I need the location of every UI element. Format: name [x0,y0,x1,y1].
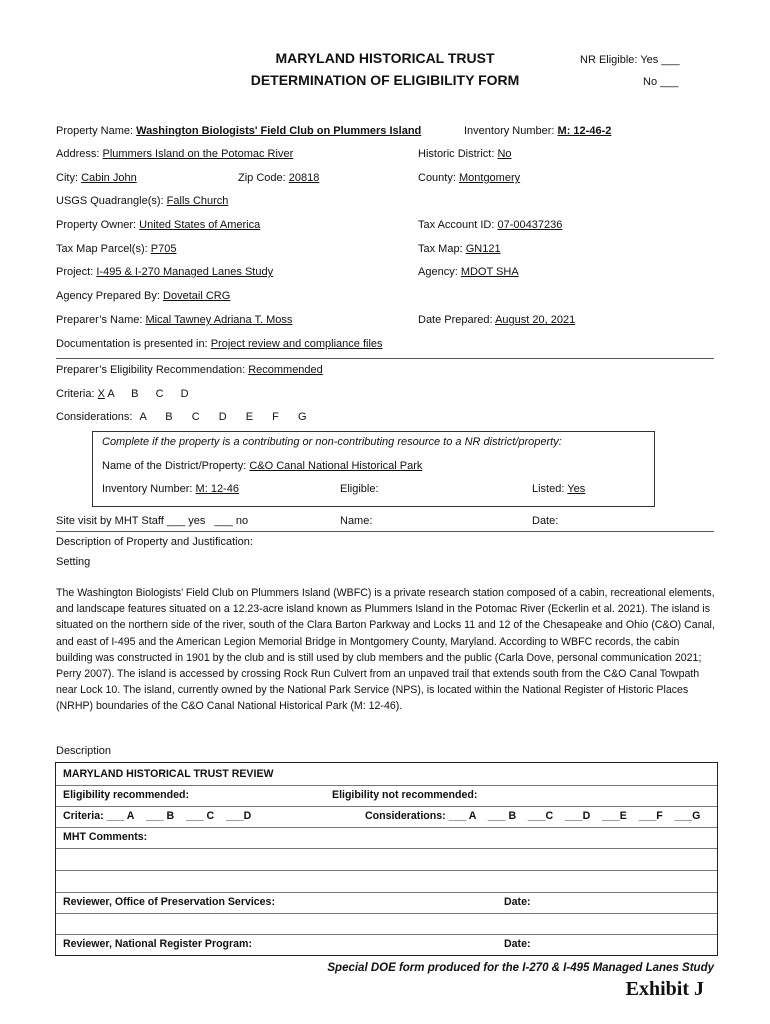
description-subheading: Description [56,745,112,757]
nr-eligible-no: No ___ [643,76,679,88]
city-label: City: [56,172,78,184]
description-heading: Description of Property and Justification: [56,536,253,548]
tax-map-label: Tax Map: [418,243,463,255]
consideration-e: E [245,411,254,423]
reviewer-ops-date-label: Date: [504,896,531,908]
tax-map-value: GN121 [465,243,501,255]
documentation-value: Project review and compliance files [210,338,383,350]
address-row [56,148,293,160]
property-name-label: Property Name: [56,125,134,137]
project-label: Project: [56,266,94,278]
parcel-label: Tax Map Parcel(s): [56,243,148,255]
tax-account-row [418,219,562,231]
eligibility-recommendation-row [56,364,323,376]
county-row [418,172,520,184]
considerations-row [56,411,307,423]
owner-label: Property Owner: [56,219,137,231]
review-criteria-row [56,806,717,828]
address-label: Address: [56,148,100,160]
documentation-label: Documentation is presented in: [56,338,208,350]
consideration-d: D [218,411,227,423]
form-title-line2: DETERMINATION OF ELIGIBILITY FORM [250,72,520,88]
eligibility-recommendation-value: Recommended [248,364,323,376]
setting-heading: Setting [56,556,91,568]
district-box-heading: Complete if the property is a contributing or non-contributing resource to a NR district/property: [102,436,562,448]
description-paragraph: The Washington Biologists’ Field Club on Plummers Island (WBFC) is a private research station composed of a cabin, recreational elements, and landscape features situated on a 12.23-acre island known as Plummers Island in the Potomac River (Eckerlin et al. 2021). The island is situated on the northern side of the river, south of the Clara Barton Parkway and Locks 11 and 12 of the Chesapeake and Ohio (C&O) Canal, and east of I-495 and the American Legion Memorial Bridge in Montgomery County, Maryland. According to WBFC records, the cabin building was constructed in 1901 by the club and is still used by club members and the public (Carla Dove, personal communication 2021; Perry 2007). The island is accessed by crossing Rock Run Culvert from an unpaved trail that extends south from the C&O Canal Towpath near Lock 10. The island, currently owned by the National Park Service (NPS), is located within the National Register of Historic Places (NRHP) boundaries of the C&O Canal National Historical Park (M: 12-46). [56,587,715,713]
project-row [56,266,273,278]
district-inventory-row [102,483,239,495]
historic-district-value: No [497,148,512,160]
historic-district-row [418,148,512,160]
consideration-f: F [272,411,279,423]
review-criteria: Criteria: ___ A ___ B ___ C ___D [63,810,252,822]
county-label: County: [418,172,456,184]
review-comments-line-2 [56,870,717,893]
consideration-c: C [191,411,200,423]
date-prepared-value: August 20, 2021 [495,314,576,326]
agency-label: Agency: [418,266,458,278]
criteria-b: B [131,388,139,400]
footer-note: Special DOE form produced for the I-270 & I-495 Managed Lanes Study [327,962,714,974]
county-value: Montgomery [458,172,521,184]
review-title: MARYLAND HISTORICAL TRUST REVIEW [63,768,274,780]
reviewer-nr-date-label: Date: [504,938,531,950]
historic-district-label: Historic District: [418,148,495,160]
considerations-label: Considerations: [56,411,133,423]
exhibit-label: Exhibit J [625,978,704,1000]
section-divider [56,358,714,359]
site-visit-date-label: Date: [532,515,559,527]
district-eligible-label: Eligible: [340,483,379,495]
district-name-row [102,460,422,472]
zip-row [238,172,319,184]
agency-prepared-value: Dovetail CRG [163,290,231,302]
site-visit-row [56,515,248,527]
form-title-line1: MARYLAND HISTORICAL TRUST [275,50,495,66]
documentation-row [56,338,383,350]
parcel-row [56,243,176,255]
district-inventory-value: M: 12-46 [195,483,239,495]
usgs-value: Falls Church [166,195,229,207]
inventory-number-row [464,125,611,137]
review-comments-line-1 [56,848,717,871]
criteria-d: D [180,388,189,400]
property-name-row [56,125,421,137]
criteria-label: Criteria: [56,388,95,400]
district-name-value: C&O Canal National Historical Park [249,460,423,472]
review-comments-label: MHT Comments: [63,831,148,843]
agency-prepared-label: Agency Prepared By: [56,290,160,302]
criteria-row [56,388,189,400]
usgs-row [56,195,228,207]
site-visit-name-label: Name: [340,515,373,527]
mht-review-table [55,762,718,956]
criteria-checked-mark: X [97,388,105,400]
city-value: Cabin John [81,172,137,184]
review-eligibility-row [56,785,717,807]
consideration-a: A [139,411,147,423]
agency-row [418,266,519,278]
criteria-a: A [107,388,115,400]
agency-prepared-row [56,290,230,302]
city-row [56,172,137,184]
review-considerations: Considerations: ___ A ___ B ___C ___D ___E ___F ___G [365,810,701,822]
site-visit-divider [56,531,714,532]
preparer-value: Mical Tawney Adriana T. Moss [145,314,293,326]
tax-account-label: Tax Account ID: [418,219,495,231]
project-value: I-495 & I-270 Managed Lanes Study [96,266,274,278]
district-inventory-label: Inventory Number: [102,483,193,495]
review-eligibility-not-recommended: Eligibility not recommended: [332,789,478,801]
consideration-b: B [165,411,173,423]
nr-eligible-yes: NR Eligible: Yes ___ [580,54,680,66]
preparer-row [56,314,292,326]
usgs-label: USGS Quadrangle(s): [56,195,164,207]
reviewer-ops-label: Reviewer, Office of Preservation Services: [63,896,275,908]
date-prepared-row [418,314,575,326]
zip-value: 20818 [288,172,320,184]
review-nr-row [56,934,717,954]
review-spacer-row [56,913,717,935]
property-name-value: Washington Biologists' Field Club on Plummers Island [136,125,422,137]
tax-map-row [418,243,501,255]
owner-row [56,219,260,231]
district-name-label: Name of the District/Property: [102,460,247,472]
site-visit-no: ___ no [214,515,249,527]
reviewer-nr-label: Reviewer, National Register Program: [63,938,252,950]
owner-value: United States of America [139,219,261,231]
consideration-g: G [297,411,307,423]
review-title-row [56,763,717,786]
inventory-number-value: M: 12-46-2 [557,125,612,137]
inventory-number-label: Inventory Number: [464,125,555,137]
eligibility-recommendation-label: Preparer’s Eligibility Recommendation: [56,364,246,376]
review-eligibility-recommended: Eligibility recommended: [63,789,189,801]
district-listed-row [532,483,585,495]
review-ops-row [56,892,717,914]
date-prepared-label: Date Prepared: [418,314,493,326]
site-visit-label: Site visit by MHT Staff ___ yes [56,515,206,527]
review-comments-row [56,827,717,849]
tax-account-value: 07-00437236 [497,219,563,231]
zip-label: Zip Code: [238,172,286,184]
district-listed-label: Listed: [532,483,565,495]
criteria-c: C [155,388,164,400]
parcel-value: P705 [150,243,177,255]
district-listed-value: Yes [567,483,586,495]
agency-value: MDOT SHA [460,266,519,278]
preparer-label: Preparer’s Name: [56,314,143,326]
address-value: Plummers Island on the Potomac River [102,148,294,160]
